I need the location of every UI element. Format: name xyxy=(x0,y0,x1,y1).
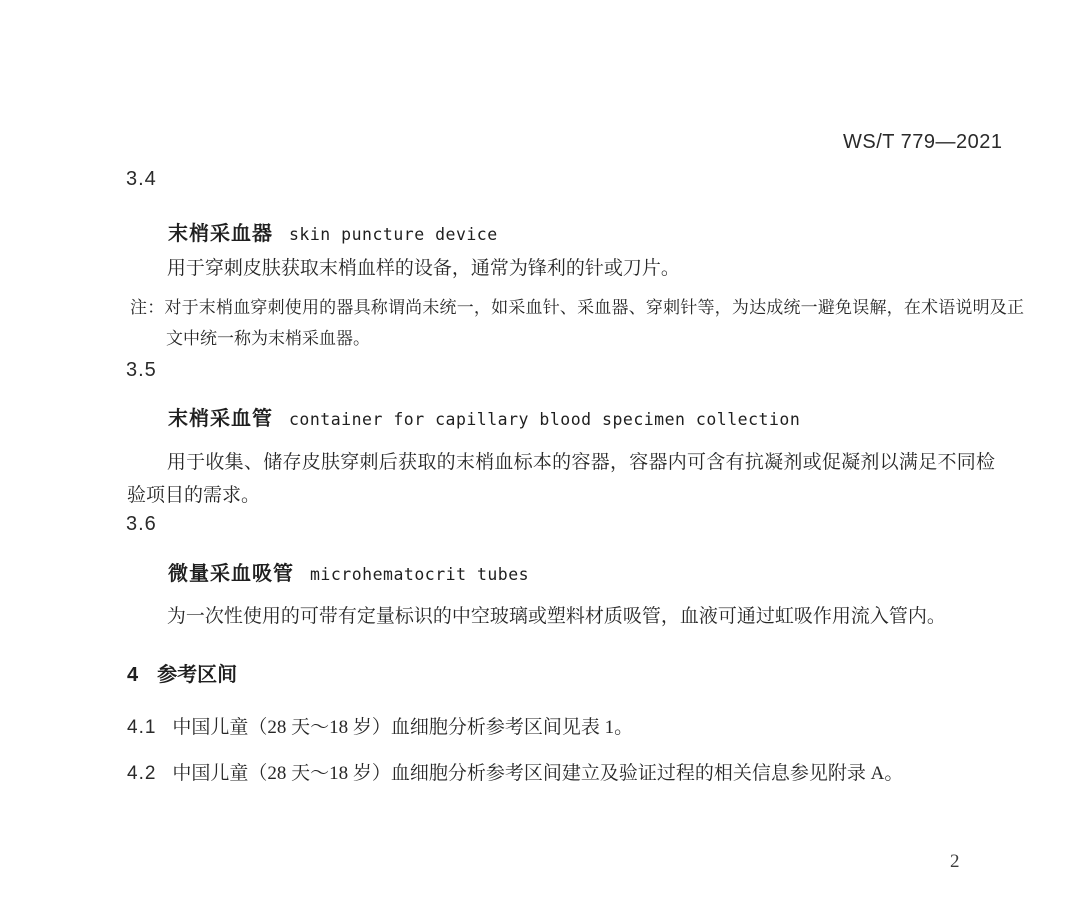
item-number-4-2: 4.2 xyxy=(127,763,157,784)
note-3-4 xyxy=(130,292,1024,354)
term-heading-3-4 xyxy=(168,217,498,246)
term-en-3-6: microhematocrit tubes xyxy=(310,565,530,584)
term-heading-3-6 xyxy=(168,557,529,586)
term-zh-3-4: 末梢采血器 xyxy=(168,223,273,245)
item-text-4-1: 中国儿童（28 天～18 岁）血细胞分析参考区间见表 1。 xyxy=(172,717,634,738)
section-number: 4 xyxy=(127,664,140,686)
clause-item-4-2 xyxy=(127,758,995,785)
item-number-4-1: 4.1 xyxy=(127,717,157,738)
clause-number-3-4: 3.4 xyxy=(126,168,157,190)
term-en-3-4: skin puncture device xyxy=(289,225,498,244)
term-en-3-5: container for capillary blood specimen collection xyxy=(289,410,801,429)
clause-item-4-1 xyxy=(127,712,995,739)
term-zh-3-6: 微量采血吸管 xyxy=(168,563,294,585)
term-heading-3-5 xyxy=(168,402,800,431)
note-body: 对于末梢血穿刺使用的器具称谓尚未统一，如采血针、采血器、穿刺针等，为达成统一避免误解，在术语说明及正文中统一称为末梢采血器。 xyxy=(164,298,1025,348)
clause-number-3-5: 3.5 xyxy=(126,359,157,381)
note-label: 注： xyxy=(130,298,165,317)
term-zh-3-5: 末梢采血管 xyxy=(168,408,273,430)
clause-number-3-6: 3.6 xyxy=(126,513,157,535)
standard-code: WS/T 779—2021 xyxy=(843,131,1003,153)
item-text-4-2: 中国儿童（28 天～18 岁）血细胞分析参考区间建立及验证过程的相关信息参见附录 A。 xyxy=(172,763,904,784)
page-number: 2 xyxy=(950,851,960,872)
definition-3-4: 用于穿刺皮肤获取末梢血样的设备，通常为锋利的针或刀片。 xyxy=(166,258,680,279)
definition-3-6: 为一次性使用的可带有定量标识的中空玻璃或塑料材质吸管，血液可通过虹吸作用流入管内。 xyxy=(166,606,946,627)
section-title: 参考区间 xyxy=(157,664,238,686)
section-heading-4 xyxy=(127,658,237,687)
definition-3-5: 用于收集、储存皮肤穿刺后获取的末梢血标本的容器，容器内可含有抗凝剂或促凝剂以满足不同检验项目的需求。 xyxy=(127,452,995,506)
